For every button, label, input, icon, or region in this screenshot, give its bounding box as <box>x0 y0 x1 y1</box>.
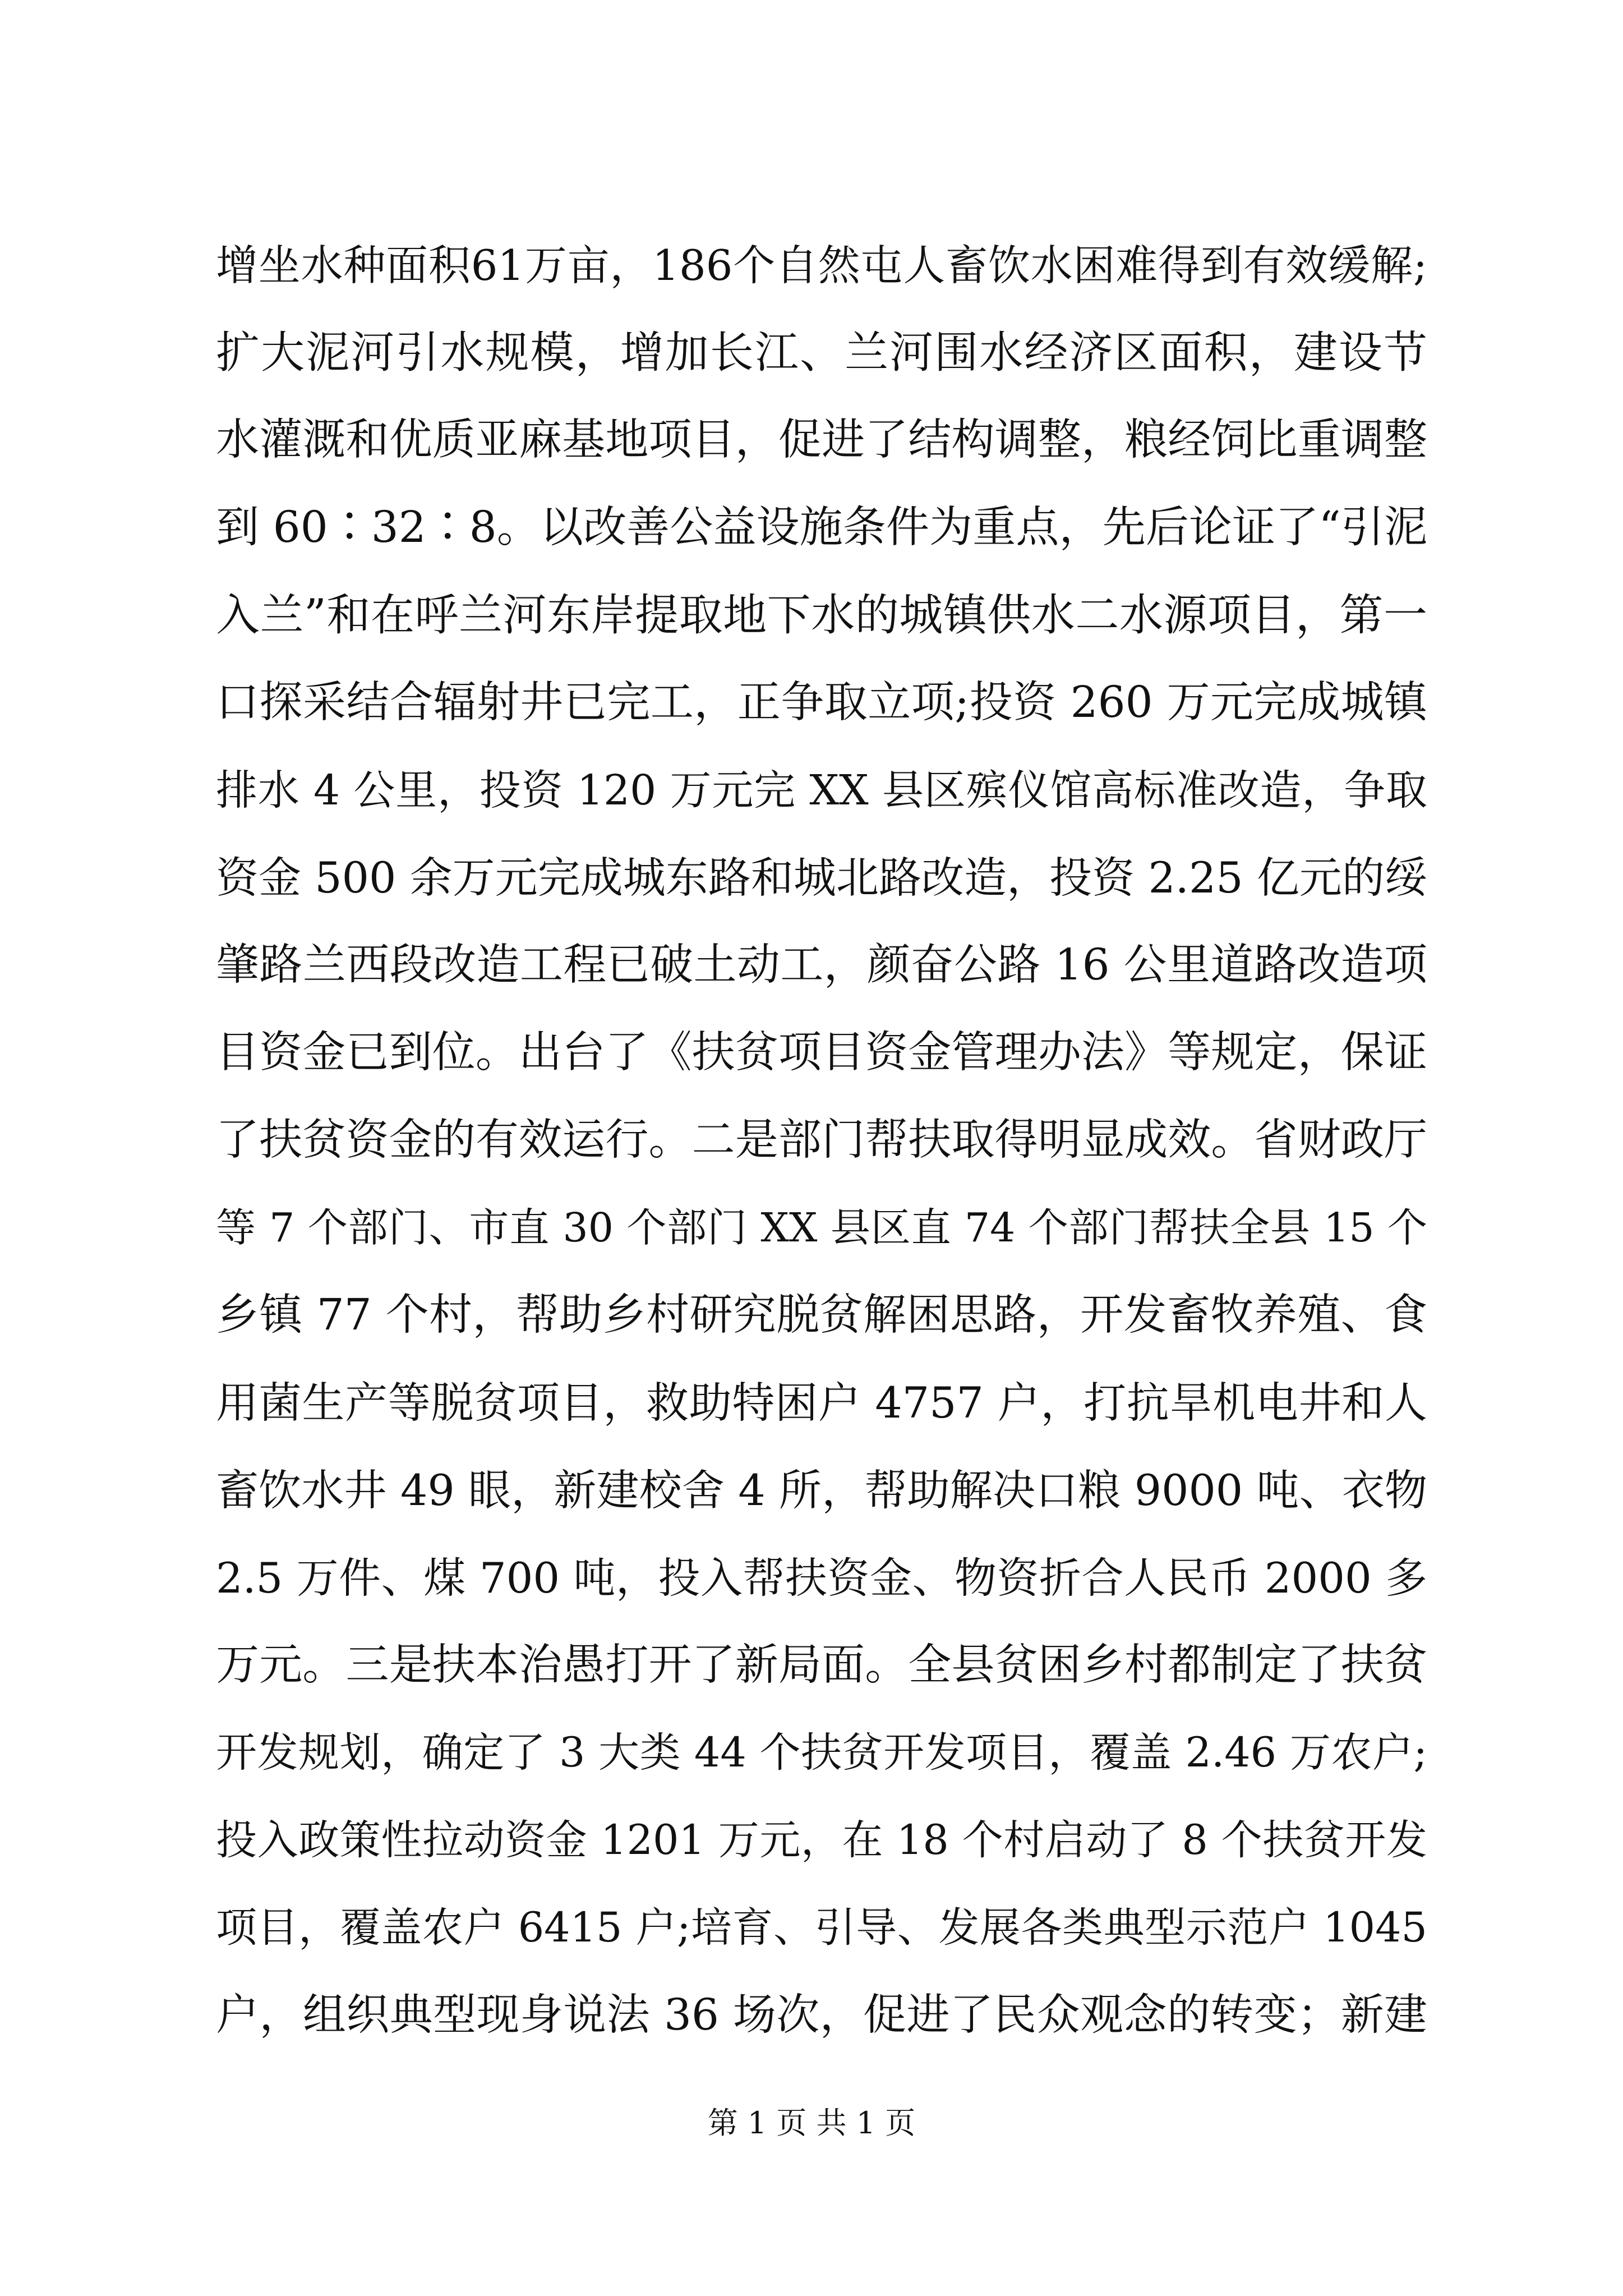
text-line: 投入政策性拉动资金 1201 万元，在 18 个村启动了 8 个扶贫开发 <box>216 1816 1427 1864</box>
text-line: 目资金已到位。出台了《扶贫项目资金管理办法》等规定，保证 <box>216 1028 1427 1078</box>
text-line: 开发规划，确定了 3 大类 44 个扶贫开发项目，覆盖 2.46 万农户; <box>216 1729 1427 1777</box>
text-line: 入兰”和在呼兰河东岸提取地下水的城镇供水二水源项目，第一 <box>216 590 1427 641</box>
text-line: 乡镇 77 个村，帮助乡村研究脱贫解困思路，开发畜牧养殖、食 <box>216 1290 1427 1340</box>
text-line: 资金 500 余万元完成城东路和城北路改造，投资 2.25 亿元的绥 <box>216 853 1427 903</box>
text-line: 了扶贫资金的有效运行。二是部门帮扶取得明显成效。省财政厅 <box>216 1115 1427 1165</box>
text-line: 项目，覆盖农户 6415 户;培育、引导、发展各类典型示范户 1045 <box>216 1904 1427 1952</box>
text-line: 等 7 个部门、市直 30 个部门 XX 县区直 74 个部门帮扶全县 15 个 <box>216 1204 1427 1251</box>
text-line: 口探采结合辐射井已完工，正争取立项;投资 260 万元完成城镇 <box>216 678 1427 728</box>
text-line: 扩大泥河引水规模，增加长江、兰河围水经济区面积，建设节 <box>216 328 1427 378</box>
text-line: 畜饮水井 49 眼，新建校舍 4 所，帮助解决口粮 9000 吨、衣物 <box>216 1465 1427 1515</box>
body-paragraph <box>216 222 1427 2059</box>
text-line: 水灌溉和优质亚麻基地项目，促进了结构调整，粮经饲比重调整 <box>216 415 1427 465</box>
text-line: 排水 4 公里，投资 120 万元完 XX 县区殡仪馆高标准改造，争取 <box>216 766 1427 815</box>
text-line: 用菌生产等脱贫项目，救助特困户 4757 户，打抗旱机电井和人 <box>216 1378 1427 1428</box>
text-line: 到 60∶32∶8。以改善公益设施条件为重点，先后论证了“引泥 <box>216 503 1427 553</box>
text-line: 户，组织典型现身说法 36 场次，促进了民众观念的转变；新建 <box>216 1990 1427 2040</box>
page-footer: 第 1 页 共 1 页 <box>707 2105 916 2141</box>
text-line: 增坐水种面积61万亩，186个自然屯人畜饮水困难得到有效缓解; <box>216 241 1427 290</box>
text-line: 万元。三是扶本治愚打开了新局面。全县贫困乡村都制定了扶贫 <box>216 1640 1427 1690</box>
text-line: 肇路兰西段改造工程已破土动工，颜奋公路 16 公里道路改造项 <box>216 940 1427 990</box>
text-line: 2.5 万件、煤 700 吨，投入帮扶资金、物资折合人民币 2000 多 <box>216 1553 1427 1603</box>
